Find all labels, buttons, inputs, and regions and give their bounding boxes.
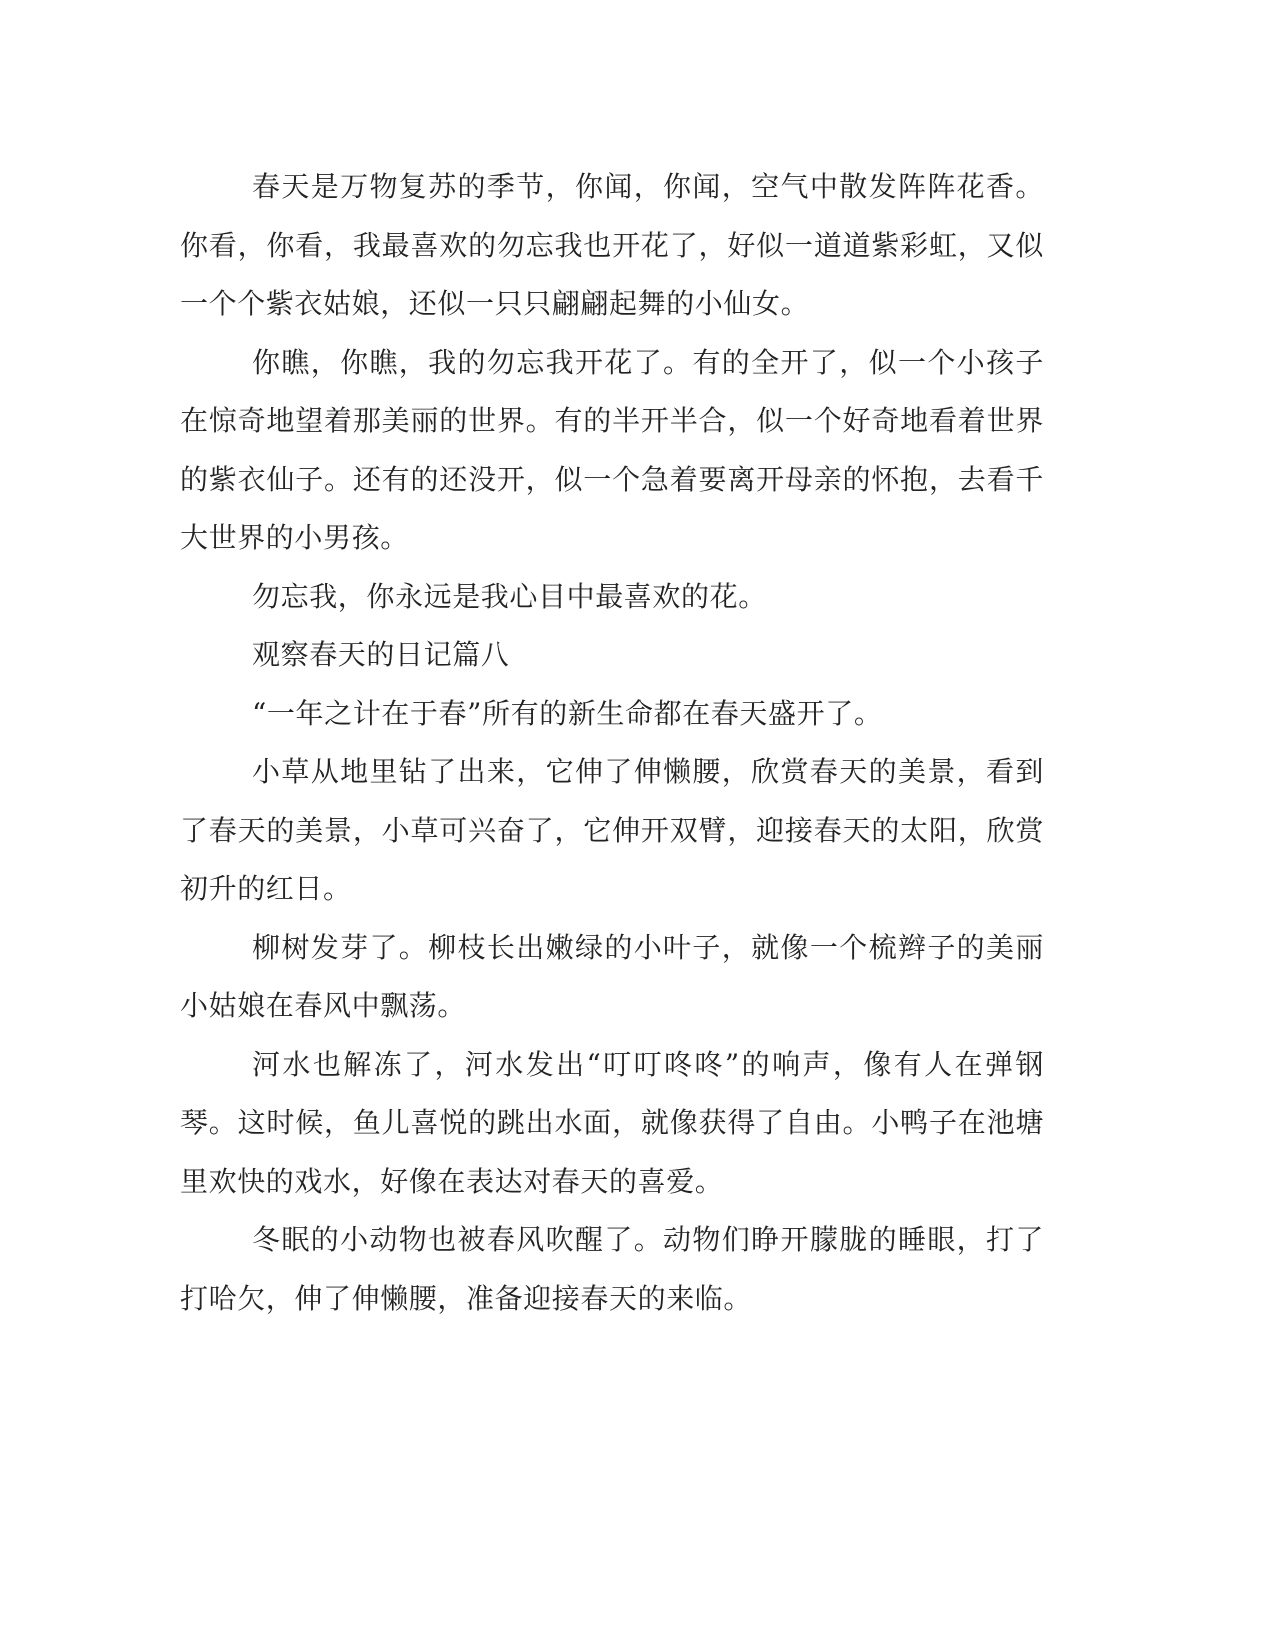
paragraph-6: 小草从地里钻了出来，它伸了伸懒腰，欣赏春天的美景，看到了春天的美景，小草可兴奋了，它伸开双臂，迎接春天的太阳，欣赏初升的红日。 (180, 755, 1044, 905)
paragraph-9: 冬眠的小动物也被春风吹醒了。动物们睁开朦胧的睡眼，打了打哈欠，伸了伸懒腰，准备迎接春天的来临。 (180, 1223, 1044, 1315)
paragraph-7: 柳树发芽了。柳枝长出嫩绿的小叶子，就像一个梳辫子的美丽小姑娘在春风中飘荡。 (180, 930, 1044, 1022)
paragraph-3: 勿忘我，你永远是我心目中最喜欢的花。 (252, 579, 767, 613)
document-body (180, 158, 1044, 1328)
paragraph-8: 河水也解冻了，河水发出“叮叮咚咚”的响声，像有人在弹钢琴。这时候，鱼儿喜悦的跳出水面，就像获得了自由。小鸭子在池塘里欢快的戏水，好像在表达对春天的喜爱。 (180, 1047, 1044, 1198)
paragraph-2: 你瞧，你瞧，我的勿忘我开花了。有的全开了，似一个小孩子在惊奇地望着那美丽的世界。有的半开半合，似一个好奇地看着世界的紫衣仙子。还有的还没开，似一个急着要离开母亲的怀抱，去看千大世界的小男孩。 (180, 345, 1044, 554)
paragraph-5: “一年之计在于春”所有的新生命都在春天盛开了。 (252, 696, 883, 730)
section-heading: 观察春天的日记篇八 (252, 638, 510, 671)
paragraph-1: 春天是万物复苏的季节，你闻，你闻，空气中散发阵阵花香。你看，你看，我最喜欢的勿忘我也开花了，好似一道道紫彩虹，又似一个个紫衣姑娘，还似一只只翩翩起舞的小仙女。 (180, 170, 1044, 320)
